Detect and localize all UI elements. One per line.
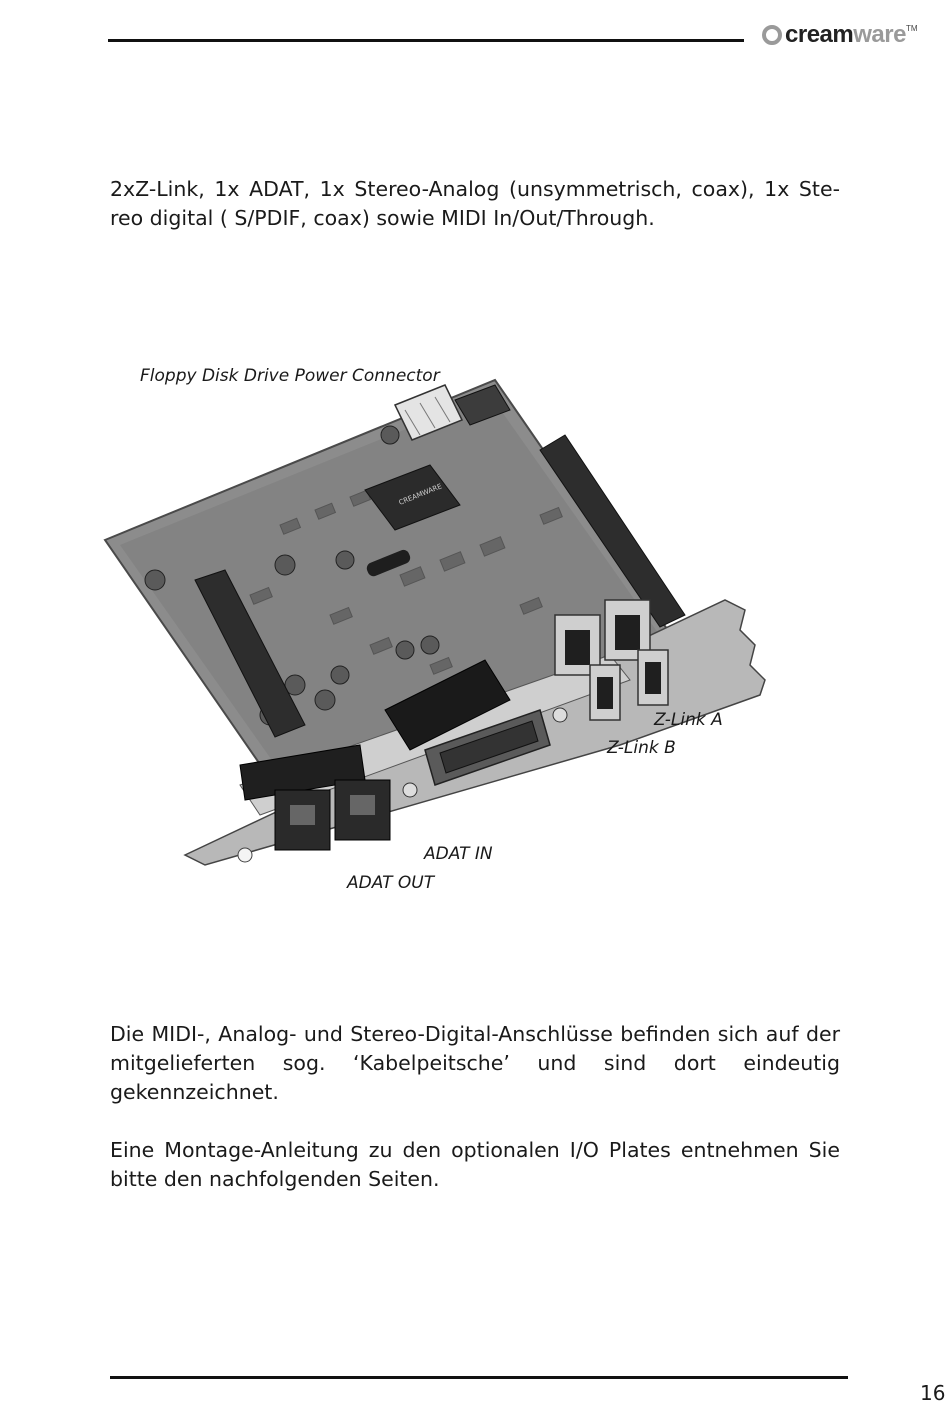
zlink-b-port [565,630,590,665]
mounting-paragraph: Eine Montage-Anleitung zu den optionalen I/O Plates entnehmen Sie bitte den nachfolgenden Seiten. [110,1138,840,1191]
label-zlink-a: Z-Link A [654,710,723,730]
label-adat-out: ADAT OUT [347,873,435,893]
label-zlink-b: Z-Link B [607,738,676,758]
logo-ring-icon [762,25,782,45]
zlink-a-port [615,615,640,650]
connections-paragraph: Die MIDI-, Analog- und Stereo-Digital-Anschlüsse befinden sich auf der mitgelieferten sog. ‘Kabelpeitsche’ und sind dort eindeutig gekennzeichnet. [110,1022,840,1104]
pci-card-figure [100,365,860,905]
label-adat-in: ADAT IN [424,844,493,864]
chip-marking: CREAMWARE [397,482,444,507]
adat-out-socket [290,805,315,825]
intro-paragraph: 2xZ-Link, 1x ADAT, 1x Stereo-Analog (unsymmetrisch, coax), 1x Stereo digital ( S/PDIF, coax) sowie MIDI In/Out/Through. [110,177,840,230]
logo-text-secondary: ware [853,21,906,48]
adat-in-socket [350,795,375,815]
label-floppy-connector: Floppy Disk Drive Power Connector [140,366,440,386]
footer-rule [110,1376,848,1379]
page-number: 16 [920,1381,946,1405]
pci-card-photo [100,365,860,905]
logo-trademark: TM [905,24,918,33]
header-rule [108,39,744,42]
logo-text-primary: cream [785,21,854,48]
creamware-logo [762,20,918,50]
